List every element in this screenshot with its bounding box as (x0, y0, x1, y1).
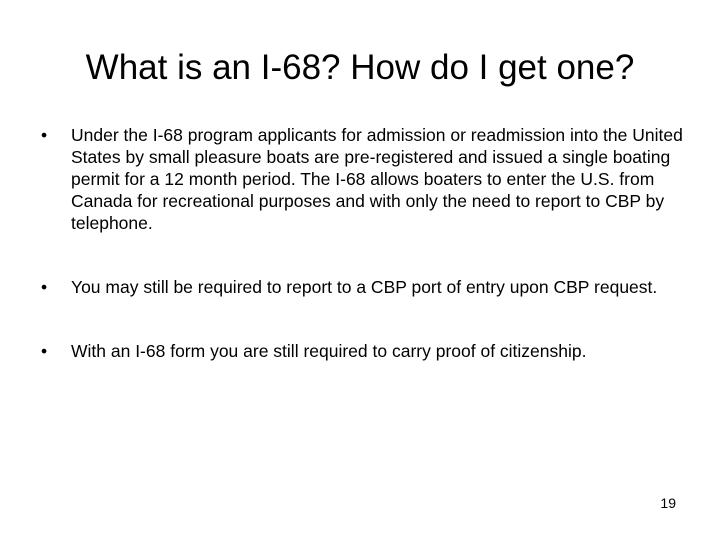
bullet-item (36, 276, 686, 298)
bullet-marker: • (41, 277, 48, 297)
bullet-text: You may still be required to report to a CBP port of entry upon CBP request. (71, 277, 658, 297)
bullet-list (36, 124, 686, 404)
bullet-text: Under the I-68 program applicants for admission or readmission into the United States by small pleasure boats are pre-registered and issued a single boating permit for a 12 month period. The I-68 allows boaters to enter the U.S. from Canada for recreational purposes and with only the need to report to CBP by telephone. (71, 125, 683, 233)
bullet-marker: • (41, 341, 48, 361)
slide-title: What is an I-68? How do I get one? (85, 48, 635, 87)
bullet-marker: • (41, 125, 48, 145)
bullet-item (36, 340, 686, 362)
bullet-item (36, 124, 686, 234)
bullet-text: With an I-68 form you are still required to carry proof of citizenship. (71, 341, 587, 361)
page-number: 19 (660, 495, 676, 511)
